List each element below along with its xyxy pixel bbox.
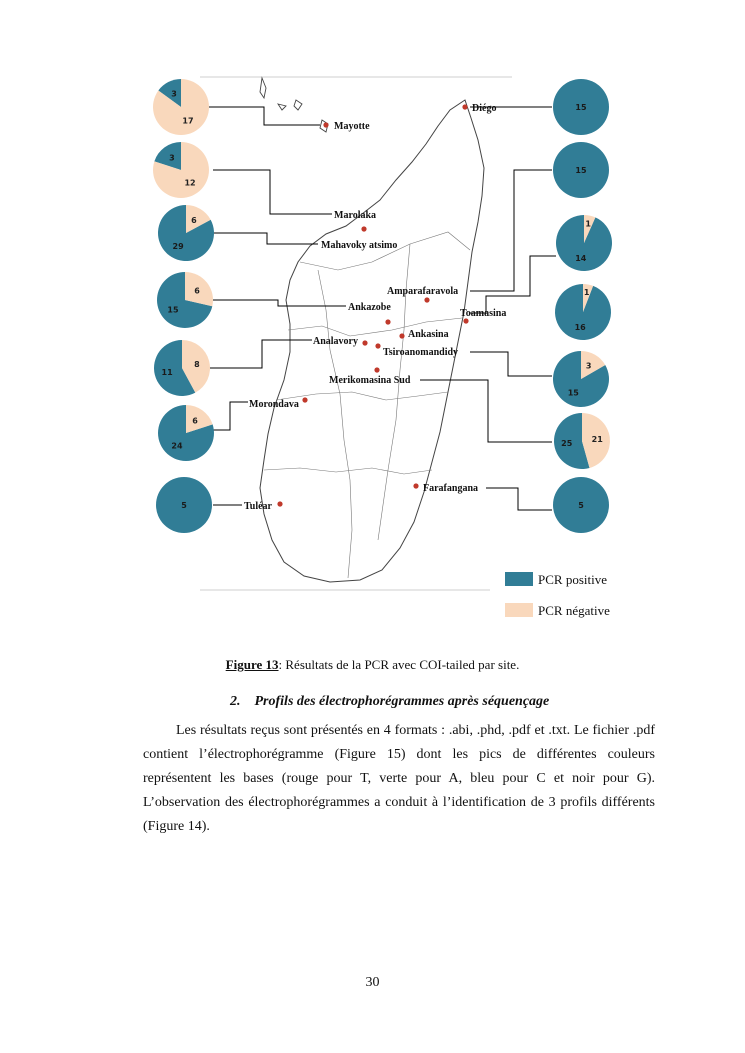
pie-label-positive: 15 [567,388,579,398]
page-number: 30 [365,975,380,990]
section-heading: 2. Profils des électrophorégrammes après séquençage [230,694,550,709]
pie-morondava [158,405,214,461]
pie-tul-ar [156,477,212,533]
pie-label-negative: 6 [191,215,197,225]
pie-mahavoky-atsimo [158,205,214,261]
pie-mayotte [153,79,209,135]
pie-ankasina [555,284,611,340]
pie-label-negative: 21 [591,434,603,444]
body-paragraph: Les résultats reçus sont présentés en 4 formats : .abi, .phd, .pdf et .txt. Le fichier .pdf contient l’électrophorégramme (Figure 15) dont les pics de différentes couleurs représentent les bases (rouge pour T, verte pour A, bleu pour C et noir pour G). L’observation des électrophorégrammes a conduit à l’identification de 3 profils différents (Figure 14). [143,723,655,834]
legend-label-negative: PCR négative [538,603,610,618]
site-label-mahavoky: Mahavoky atsimo [321,240,398,251]
pie-label-positive: 15 [575,103,587,112]
pie-label-positive: 15 [167,305,179,315]
site-label-marolaka: Marolaka [334,210,377,221]
pie-label-negative: 6 [192,416,198,426]
site-dot-toamasina [463,318,468,323]
site-label-farafangana: Farafangana [423,483,478,494]
site-dot-ankazobe [385,319,390,324]
site-label-ankazobe: Ankazobe [348,302,391,313]
pie-label-positive: 16 [574,323,586,333]
site-label-toamasina: Toamasina [460,308,507,319]
site-dot-tsiroanomandidy [375,343,380,348]
pie-label-negative: 6 [194,286,200,296]
pie-label-negative: 1 [583,288,590,298]
comoros-islands [260,78,328,132]
pie-label-positive: 14 [575,254,587,264]
pie-label-positive: 29 [172,242,184,252]
pie-label-positive: 3 [169,153,175,163]
site-label-ankasina: Ankasina [408,329,449,340]
site-dot-merikomasina [374,367,379,372]
region-boundary-5 [318,270,352,578]
leader-farafangana [486,488,552,510]
pie-analavory [154,340,210,396]
legend-label-positive: PCR positive [538,572,607,587]
island-anjouan [294,100,302,110]
pie-label-positive: 15 [575,166,587,175]
legend-swatch-negative [505,603,533,617]
site-dot-morondava [302,397,307,402]
site-label-tulear: Tuléar [244,501,272,512]
site-label-amparafaravola: Amparafaravola [387,286,459,297]
site-dot-diego [462,104,467,109]
pie-label-negative: 17 [182,116,194,126]
leader-mayotte [209,107,320,125]
island-moheli [278,104,286,110]
pie-di-go [553,79,609,135]
site-dot-farafangana [413,483,418,488]
leader-analavory [208,340,312,368]
pie-marolaka [153,142,209,198]
site-dot-mayotte [323,122,328,127]
leader-morondava [213,402,248,430]
pie-label-positive: 24 [171,441,183,451]
pie-farafangana [553,477,609,533]
pie-label-positive: 5 [181,501,187,510]
pie-label-negative: 12 [184,178,196,188]
site-dot-analavory [362,340,367,345]
madagascar-outline [260,100,484,582]
site-label-morondava: Morondava [249,399,299,410]
pie-label-positive: 5 [578,501,584,510]
region-boundary-4 [264,468,432,474]
figure-caption-text: : Résultats de la PCR avec COI-tailed par site. [278,657,520,672]
leader-tsiroanomandidy [470,352,552,376]
site-dot-ankasina [399,333,404,338]
site-dot-amparafaravola [424,297,429,302]
figure-caption [0,657,745,673]
figure-caption-label: Figure 13 [225,657,279,672]
site-label-mayotte: Mayotte [334,121,370,132]
pie-label-positive: 11 [161,367,173,377]
island-grande-comore [260,78,266,98]
pie-label-positive: 25 [561,439,573,449]
pie-tsiroanomandidy [553,351,609,407]
pie-label-positive: 3 [171,89,177,99]
site-label-merikomasina: Merikomasina Sud [329,375,411,386]
leader-ankazobe [213,300,346,306]
pie-ankazobe [157,272,213,328]
madagascar-map [260,100,484,582]
region-boundary-3 [276,392,448,400]
region-boundary-1 [300,232,470,270]
pie-amparafaravola [553,142,609,198]
leader-toamasina [470,256,556,313]
pie-label-negative: 8 [194,360,200,370]
legend [505,572,610,618]
leader-mahavoky [213,233,318,244]
leader-marolaka [213,170,332,214]
site-dot-marolaka [361,226,366,231]
site-dot-tulear [277,501,282,506]
site-labels [244,103,506,512]
pie-label-negative: 3 [585,361,592,371]
legend-swatch-positive [505,572,533,586]
site-label-analavory: Analavory [313,336,358,347]
pie-toamasina [556,215,612,271]
site-label-tsiroanomandidy: Tsiroanomandidy [383,347,459,358]
site-label-diego: Diégo [472,103,497,114]
pie-label-negative: 1 [585,219,591,229]
pie-merikomasina-sud [554,413,610,469]
